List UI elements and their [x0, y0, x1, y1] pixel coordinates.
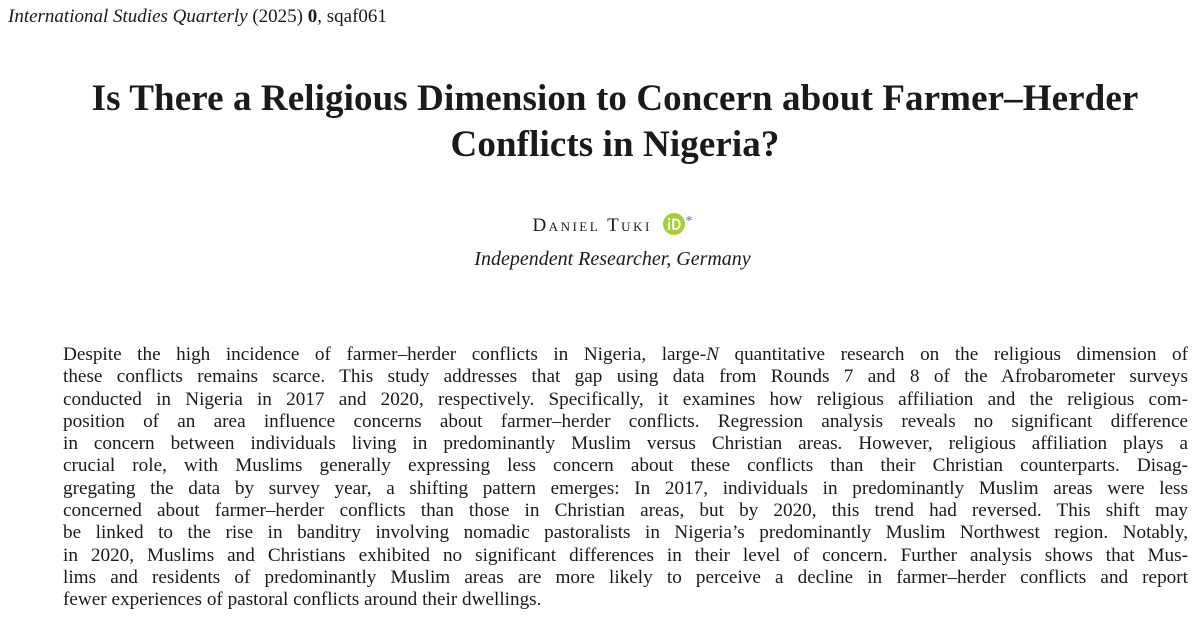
abstract-line: in 2020, Muslims and Christians exhibited no significant differences in their level of concern. Further analysis shows that Mus- [63, 544, 1188, 566]
author-name: Daniel Tuki [532, 215, 652, 236]
author-footnote-mark[interactable]: * [685, 214, 693, 229]
article-id: sqaf061 [326, 6, 387, 27]
publication-year: (2025) [252, 6, 303, 27]
abstract-line: these conflicts remains scarce. This study addresses that gap using data from Rounds 7 and 8 of the Afrobarometer surveys [63, 366, 1188, 388]
volume-number: 0 [307, 6, 318, 27]
journal-name: International Studies Quarterly [8, 6, 248, 27]
abstract-line: gregating the data by survey year, a shifting pattern emerges: In 2017, individuals in predominantly Muslim areas were less [63, 477, 1188, 499]
author-affiliation: Independent Researcher, Germany [474, 248, 751, 270]
abstract-line: position of an area influence concerns about farmer–herder conflicts. Regression analysis reveals no significant difference [63, 410, 1188, 432]
abstract-line: fewer experiences of pastoral conflicts around their dwellings. [63, 589, 542, 611]
abstract-line: in concern between individuals living in predominantly Muslim versus Christian areas. However, religious affiliation plays a [63, 433, 1188, 455]
running-head: International Studies Quarterly (2025) 0, sqaf061 [8, 6, 387, 27]
abstract-line: Despite the high incidence of farmer–herder conflicts in Nigeria, large-N quantitative research on the religious dimension of [63, 344, 1189, 365]
abstract-line: conducted in Nigeria in 2017 and 2020, respectively. Specifically, it examines how religious affiliation and the religious com- [63, 388, 1188, 410]
abstract-line: crucial role, with Muslims generally expressing less concern about these conflicts than their Christian counterparts. Disag- [63, 455, 1188, 477]
abstract-line: lims and residents of predominantly Muslim areas are more likely to perceive a decline in farmer–herder conflicts and report [63, 566, 1188, 588]
abstract-line: be linked to the rise in banditry involving nomadic pastoralists in Nigeria’s predominantly Muslim Northwest region. Notably, [63, 522, 1188, 544]
title-line-1: Is There a Religious Dimension to Concern about Farmer–Herder [91, 78, 1139, 119]
abstract [63, 344, 1188, 612]
orcid-icon[interactable] [663, 213, 685, 235]
title-line-2: Conflicts in Nigeria? [450, 124, 780, 165]
author-line [0, 210, 1200, 238]
article-title [0, 76, 1200, 168]
abstract-line: concerned about farmer–herder conflicts than those in Christian areas, but by 2020, this trend had reversed. This shift may [63, 500, 1188, 522]
